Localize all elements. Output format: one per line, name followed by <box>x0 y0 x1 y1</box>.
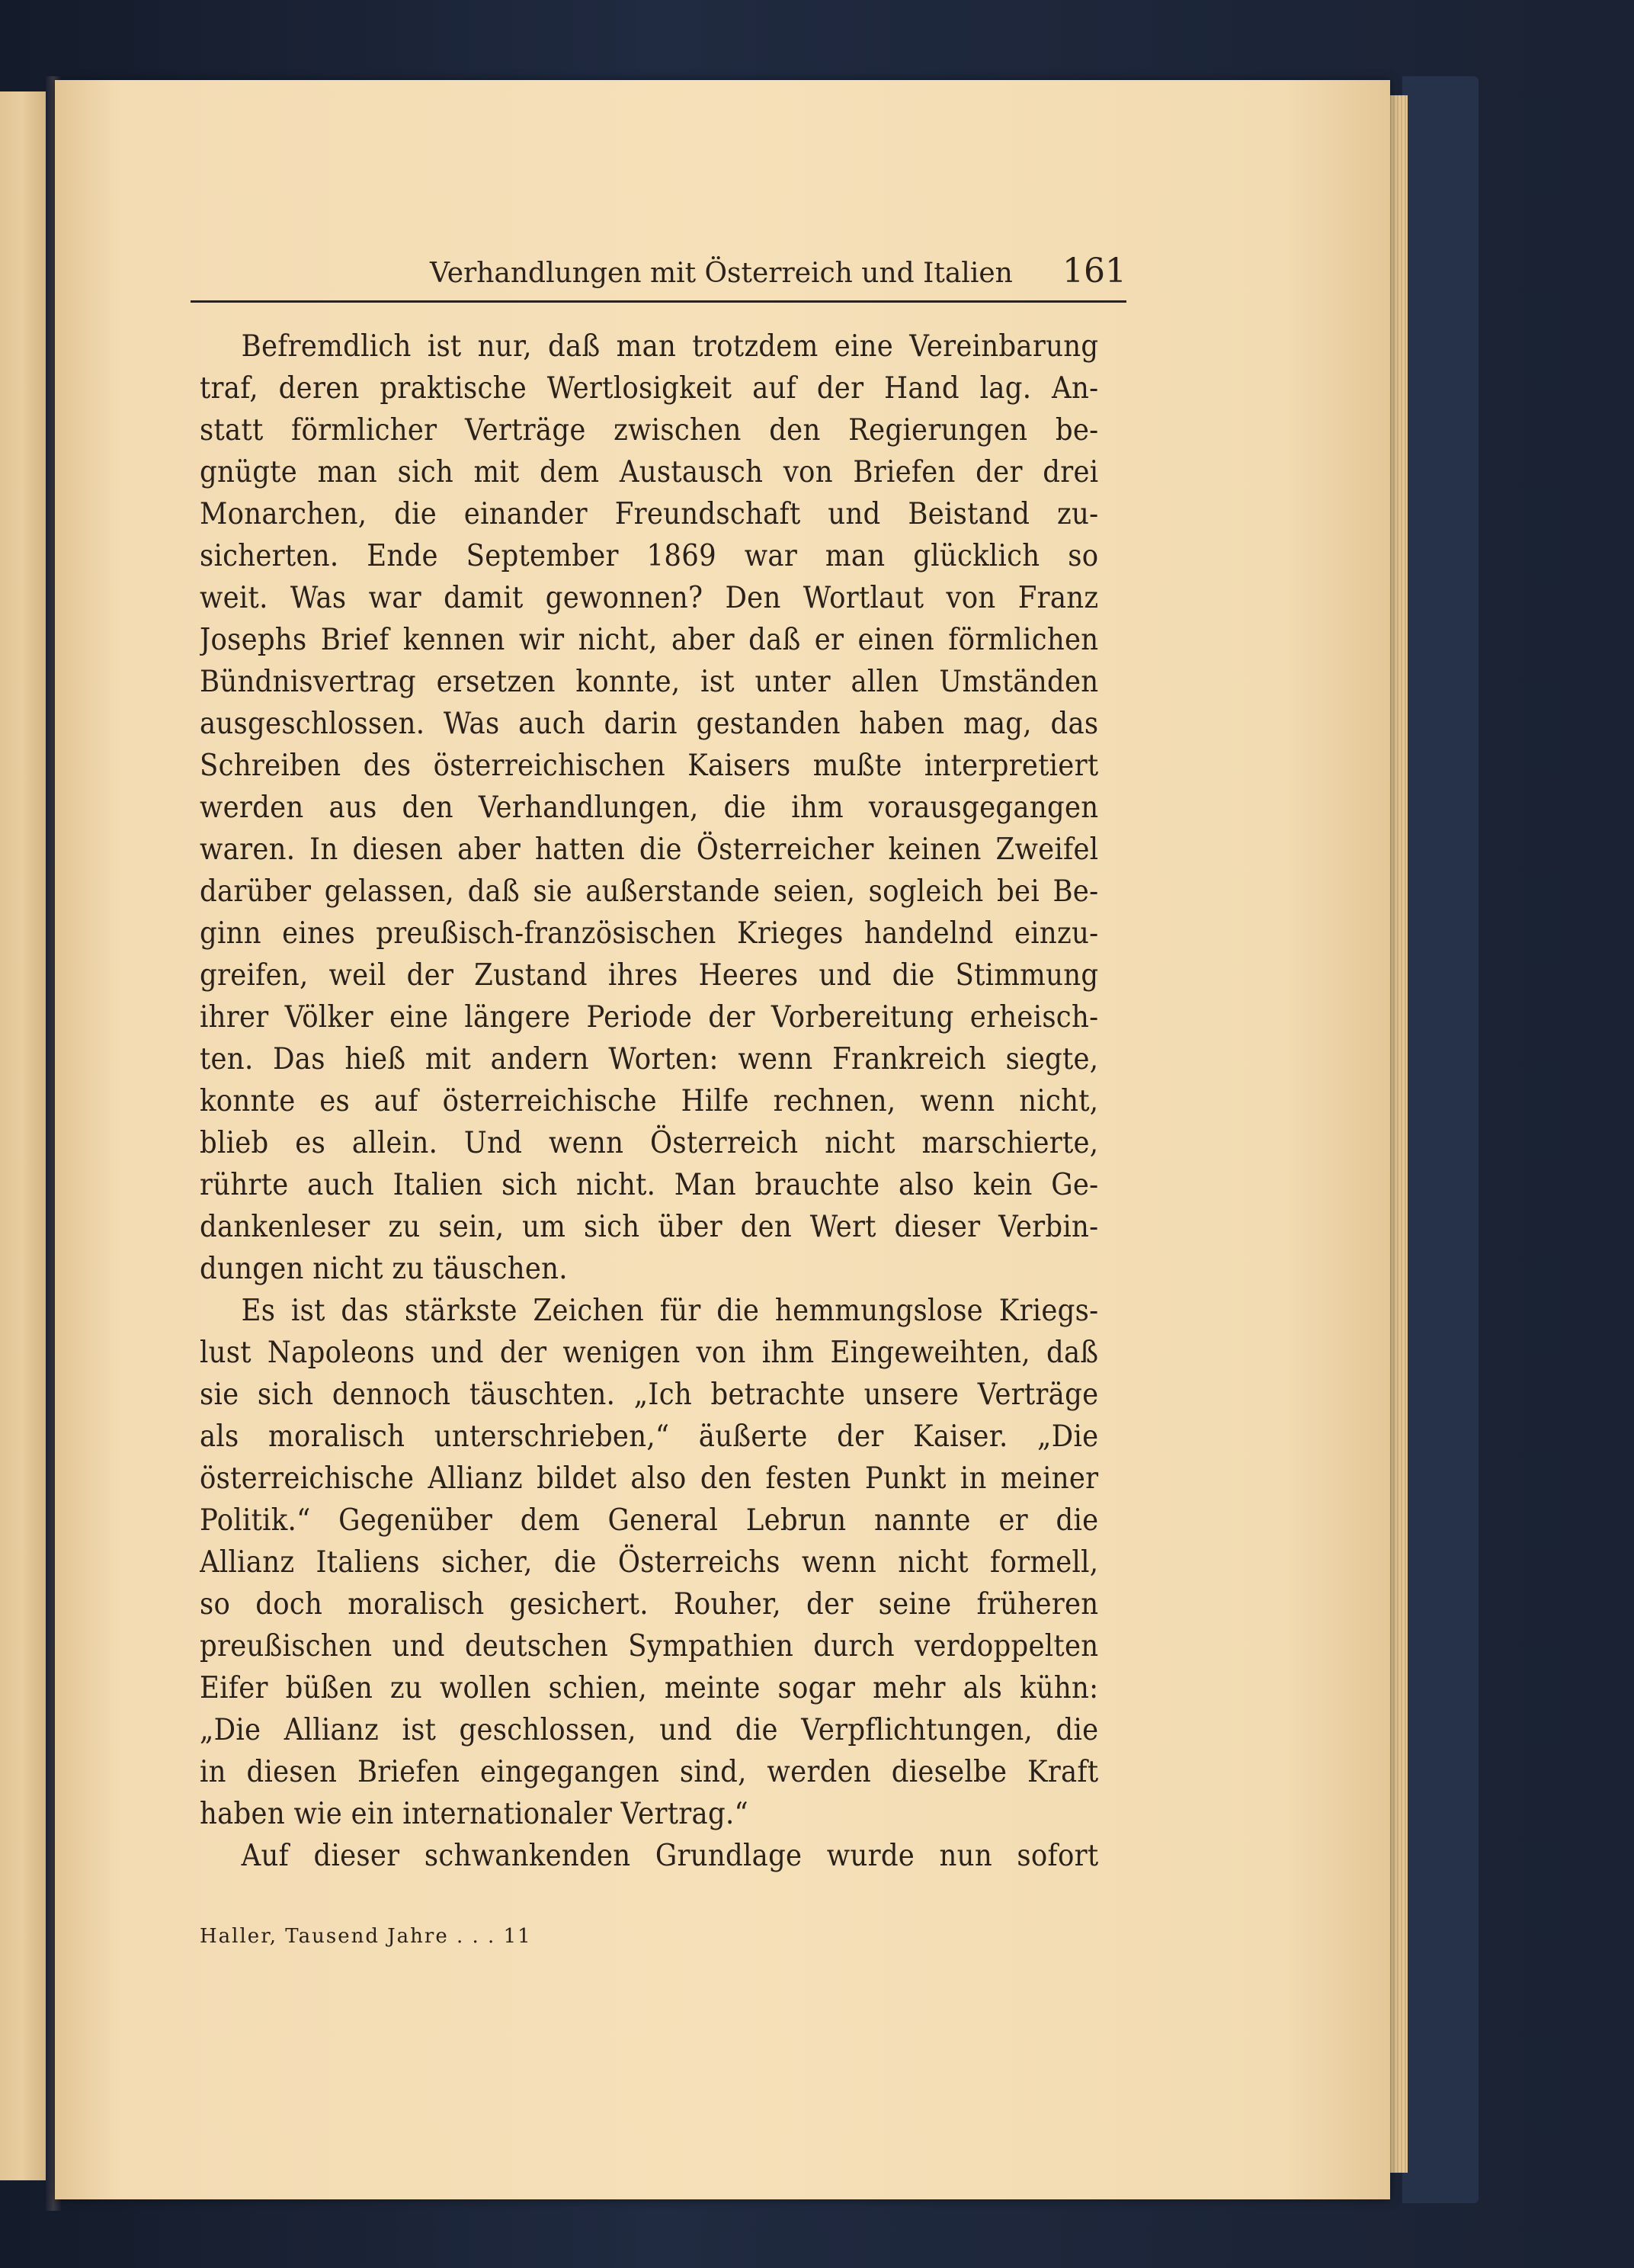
page-number: 161 <box>1062 252 1126 290</box>
text-line: Eifer büßen zu wollen schien, meinte sogar mehr als kühn: <box>200 1671 1099 1705</box>
text-line: ten. Das hieß mit andern Worten: wenn Frankreich siegte, <box>200 1042 1099 1076</box>
running-title: Verhandlungen mit Österreich und Italien <box>430 258 1013 289</box>
text-line: preußischen und deutschen Sympathien durch verdoppelten <box>200 1629 1099 1663</box>
text-line: Es ist das stärkste Zeichen für die hemmungslose Kriegs- <box>241 1294 1099 1328</box>
text-line: ausgeschlossen. Was auch darin gestanden haben mag, das <box>200 707 1099 741</box>
text-line: sie sich dennoch täuschten. „Ich betrachte unsere Verträge <box>200 1378 1099 1412</box>
text-line: rührte auch Italien sich nicht. Man brauchte also kein Ge- <box>200 1168 1099 1202</box>
text-line: „Die Allianz ist geschlossen, und die Verpflichtungen, die <box>200 1713 1099 1747</box>
text-line: greifen, weil der Zustand ihres Heeres und die Stimmung <box>200 958 1099 993</box>
text-line: Monarchen, die einander Freundschaft und Beistand zu- <box>200 497 1099 531</box>
running-head <box>191 252 1126 297</box>
text-line: als moralisch unterschrieben,“ äußerte der Kaiser. „Die <box>200 1420 1099 1454</box>
text-line: konnte es auf österreichische Hilfe rechnen, wenn nicht, <box>200 1084 1099 1118</box>
text-line: blieb es allein. Und wenn Österreich nicht marschierte, <box>200 1126 1099 1160</box>
text-line: darüber gelassen, daß sie außerstande seien, sogleich bei Be- <box>200 874 1099 909</box>
text-line: traf, deren praktische Wertlosigkeit auf der Hand lag. An- <box>200 371 1099 406</box>
book-cover-edge <box>1402 76 1479 2203</box>
text-line: haben wie ein internationaler Vertrag.“ <box>200 1797 748 1831</box>
text-line: Politik.“ Gegenüber dem General Lebrun nannte er die <box>200 1503 1099 1538</box>
text-line: Bündnisvertrag ersetzen konnte, ist unter allen Umständen <box>200 665 1099 699</box>
text-line: waren. In diesen aber hatten die Österreicher keinen Zweifel <box>200 832 1099 867</box>
text-line: dungen nicht zu täuschen. <box>200 1252 568 1286</box>
text-line: dankenleser zu sein, um sich über den Wert dieser Verbin- <box>200 1210 1099 1244</box>
text-line: Allianz Italiens sicher, die Österreichs wenn nicht formell, <box>200 1545 1099 1580</box>
text-line: werden aus den Verhandlungen, die ihm vorausgegangen <box>200 791 1099 825</box>
signature-line: Haller, Tausend Jahre . . . 11 <box>200 1925 532 1948</box>
text-line: weit. Was war damit gewonnen? Den Wortlaut von Franz <box>200 581 1099 615</box>
book-page <box>55 80 1390 2199</box>
body-text <box>200 326 1098 1877</box>
header-rule <box>191 300 1126 303</box>
text-line: österreichische Allianz bildet also den festen Punkt in meiner <box>200 1461 1099 1496</box>
text-line: Befremdlich ist nur, daß man trotzdem eine Vereinbarung <box>241 329 1099 364</box>
text-line: ihrer Völker eine längere Periode der Vorbereitung erheisch- <box>200 1000 1099 1035</box>
text-line: Schreiben des österreichischen Kaisers mußte interpretiert <box>200 749 1099 783</box>
text-line: Auf dieser schwankenden Grundlage wurde nun sofort <box>241 1839 1099 1873</box>
text-line: ginn eines preußisch-französischen Krieges handelnd einzu- <box>200 916 1099 951</box>
text-line: in diesen Briefen eingegangen sind, werden dieselbe Kraft <box>200 1755 1099 1789</box>
text-line: sicherten. Ende September 1869 war man glücklich so <box>200 539 1099 573</box>
text-line: statt förmlicher Verträge zwischen den Regierungen be- <box>200 413 1099 448</box>
text-line: so doch moralisch gesichert. Rouher, der seine früheren <box>200 1587 1099 1622</box>
text-line: lust Napoleons und der wenigen von ihm Eingeweihten, daß <box>200 1336 1099 1370</box>
text-line: Josephs Brief kennen wir nicht, aber daß er einen förmlichen <box>200 623 1099 657</box>
text-line: gnügte man sich mit dem Austausch von Briefen der drei <box>200 455 1099 489</box>
